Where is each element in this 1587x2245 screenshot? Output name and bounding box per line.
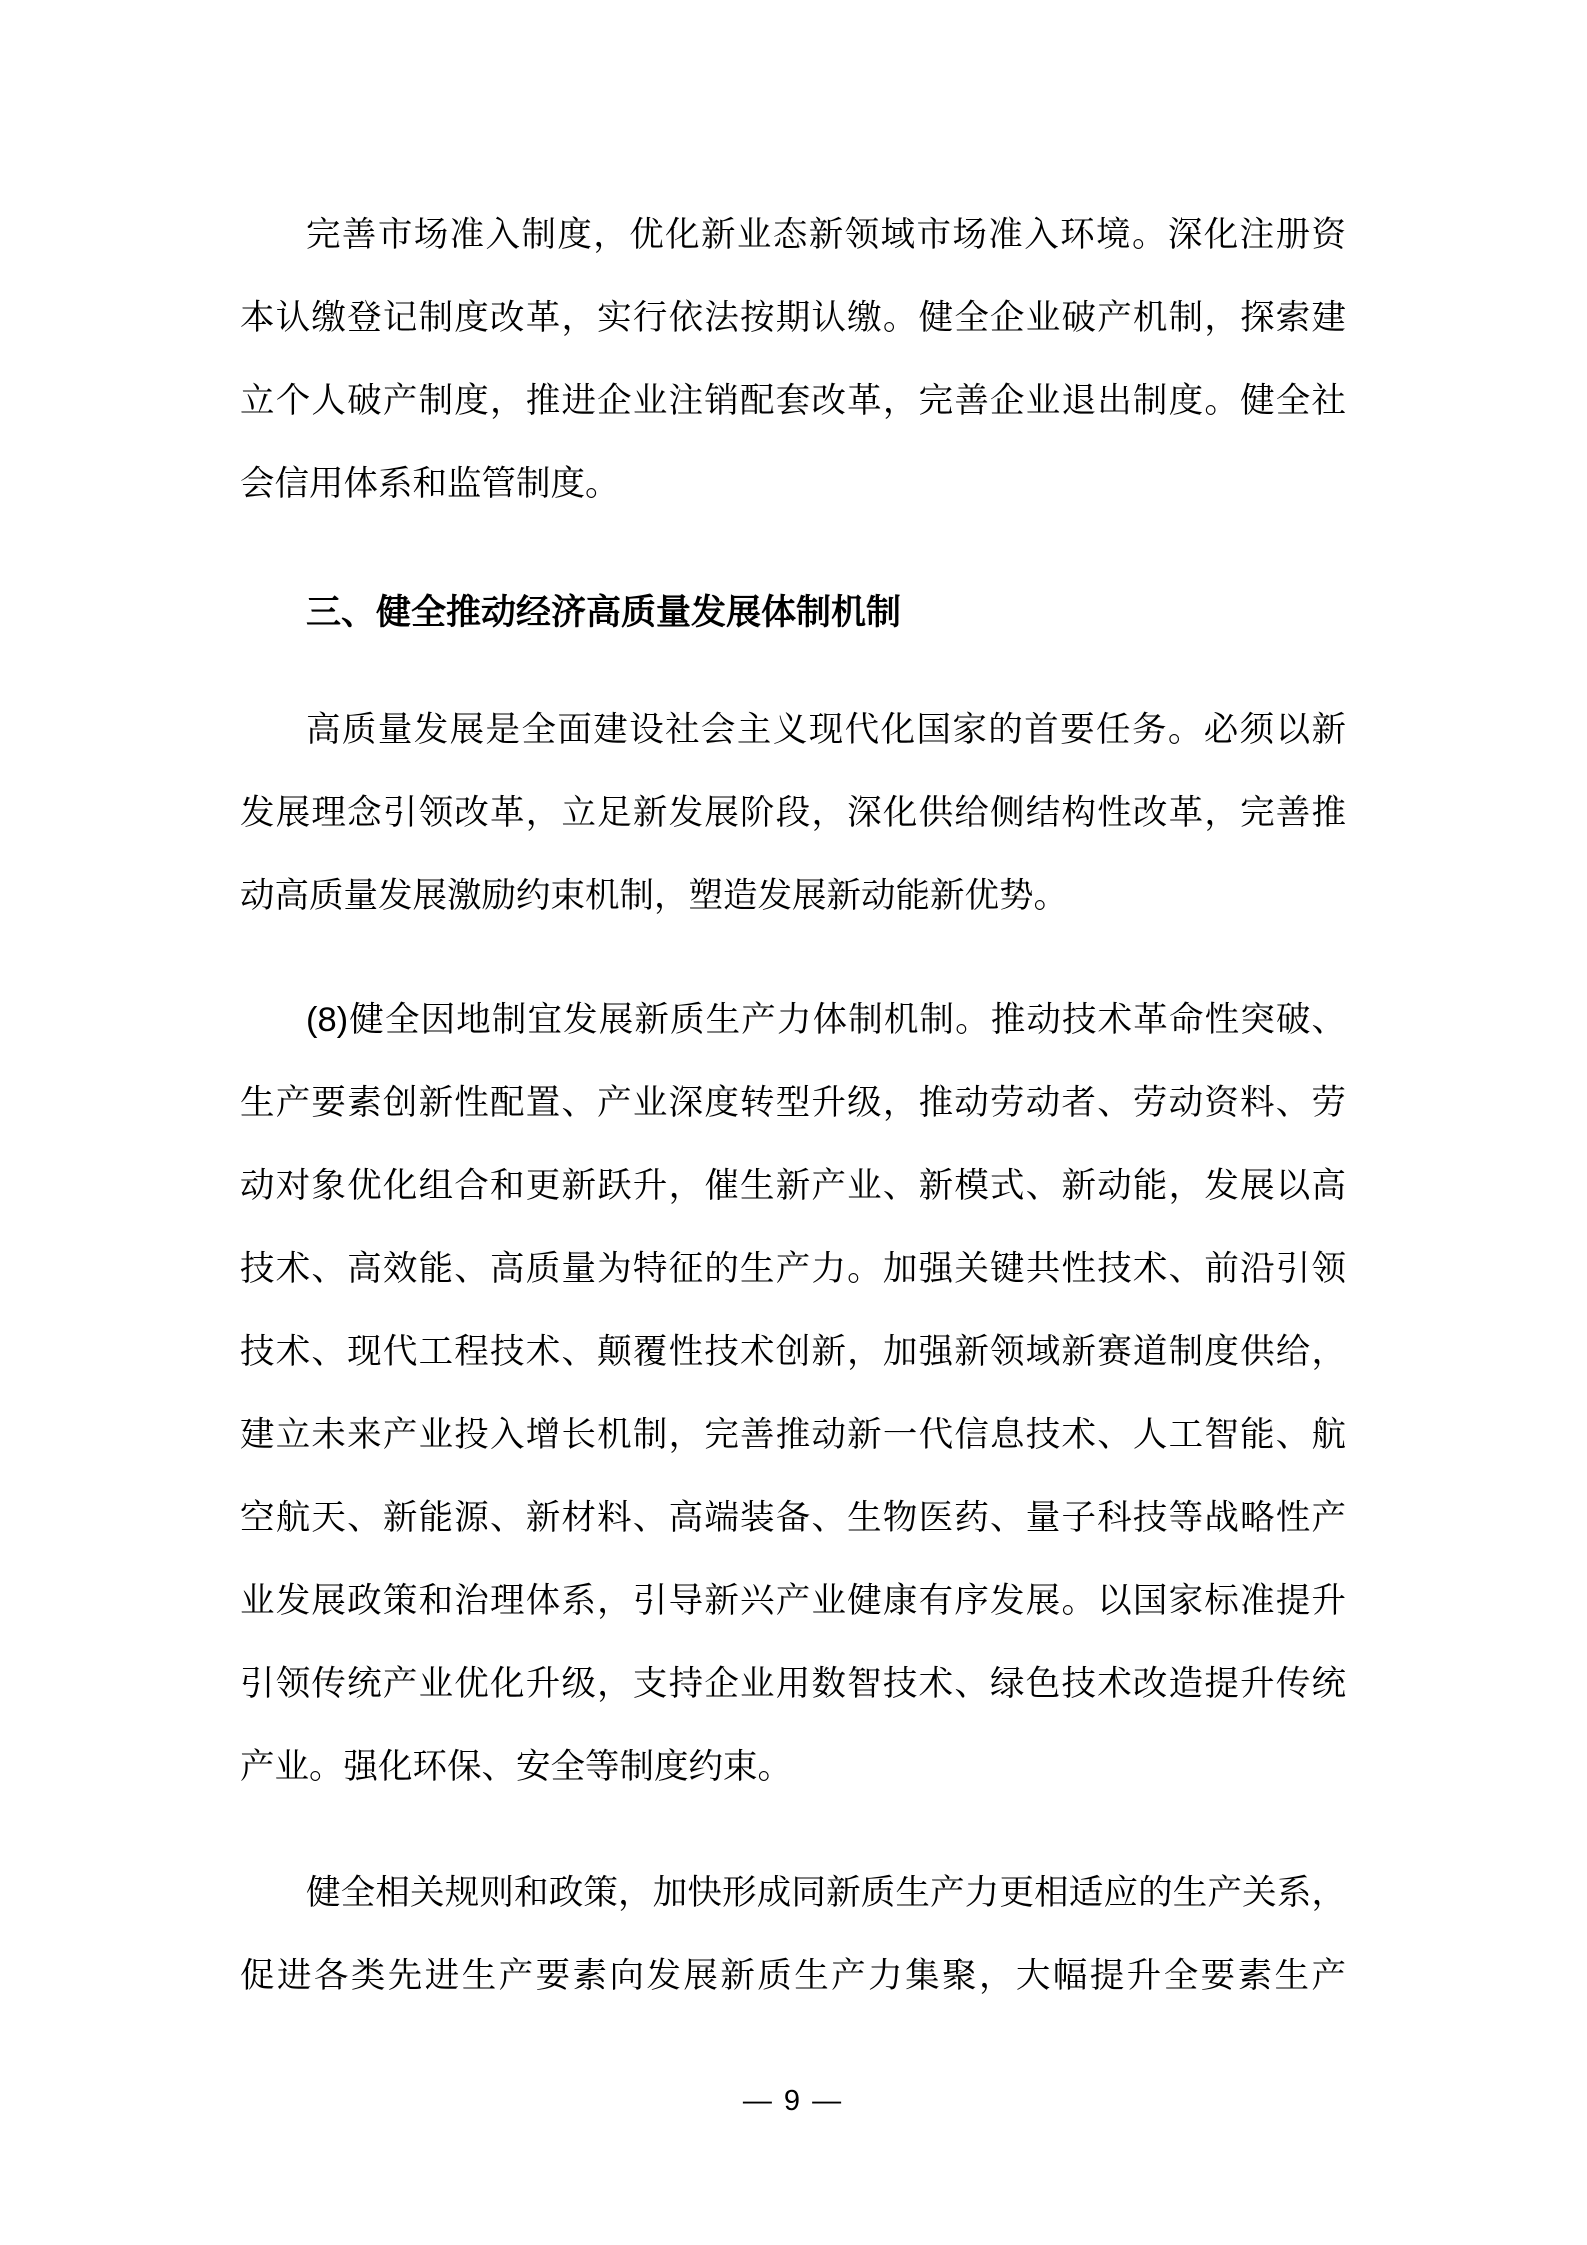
page-number: — 9 — bbox=[742, 2085, 844, 2117]
text-line: 高质量发展是全面建设社会主义现代化国家的首要任务。必须以新 bbox=[306, 711, 1346, 749]
text-line: 引领传统产业优化升级，支持企业用数智技术、绿色技术改造提升传统 bbox=[240, 1665, 1346, 1703]
paragraph-market-access bbox=[240, 194, 1346, 526]
text-line: 技术、现代工程技术、颠覆性技术创新，加强新领域新赛道制度供给， bbox=[240, 1333, 1346, 1371]
text-line: 动高质量发展激励约束机制，塑造发展新动能新优势。 bbox=[240, 877, 1068, 915]
paragraph-item-8-new-productive-forces bbox=[240, 979, 1346, 1809]
section-heading: 三、健全推动经济高质量发展体制机制 bbox=[306, 593, 902, 632]
text-line: 完善市场准入制度，优化新业态新领域市场准入环境。深化注册资 bbox=[306, 216, 1346, 254]
paragraph-rules-and-policies bbox=[240, 1852, 1346, 2018]
text-line: 生产要素创新性配置、产业深度转型升级，推动劳动者、劳动资料、劳 bbox=[240, 1084, 1346, 1122]
paragraph-high-quality-development bbox=[240, 689, 1346, 938]
text-line: 会信用体系和监管制度。 bbox=[240, 465, 620, 503]
text-line: 发展理念引领改革，立足新发展阶段，深化供给侧结构性改革，完善推 bbox=[240, 794, 1346, 832]
text-line: 动对象优化组合和更新跃升，催生新产业、新模式、新动能，发展以高 bbox=[240, 1167, 1346, 1205]
page-footer bbox=[240, 2081, 1346, 2121]
text-line: (8)健全因地制宜发展新质生产力体制机制。推动技术革命性突破、 bbox=[306, 1001, 1346, 1039]
text-line: 建立未来产业投入增长机制，完善推动新一代信息技术、人工智能、航 bbox=[240, 1416, 1346, 1454]
text-line: 健全相关规则和政策，加快形成同新质生产力更相适应的生产关系， bbox=[306, 1874, 1346, 1912]
text-line: 技术、高效能、高质量为特征的生产力。加强关键共性技术、前沿引领 bbox=[240, 1250, 1346, 1288]
text-line: 产业。强化环保、安全等制度约束。 bbox=[240, 1748, 792, 1786]
text-line: 本认缴登记制度改革，实行依法按期认缴。健全企业破产机制，探索建 bbox=[240, 299, 1346, 337]
text-line: 促进各类先进生产要素向发展新质生产力集聚，大幅提升全要素生产 bbox=[240, 1957, 1346, 1995]
document-body bbox=[240, 0, 1346, 2121]
text-line: 立个人破产制度，推进企业注销配套改革，完善企业退出制度。健全社 bbox=[240, 382, 1346, 420]
text-line: 空航天、新能源、新材料、高端装备、生物医药、量子科技等战略性产 bbox=[240, 1499, 1346, 1537]
text-line: 业发展政策和治理体系，引导新兴产业健康有序发展。以国家标准提升 bbox=[240, 1582, 1346, 1620]
